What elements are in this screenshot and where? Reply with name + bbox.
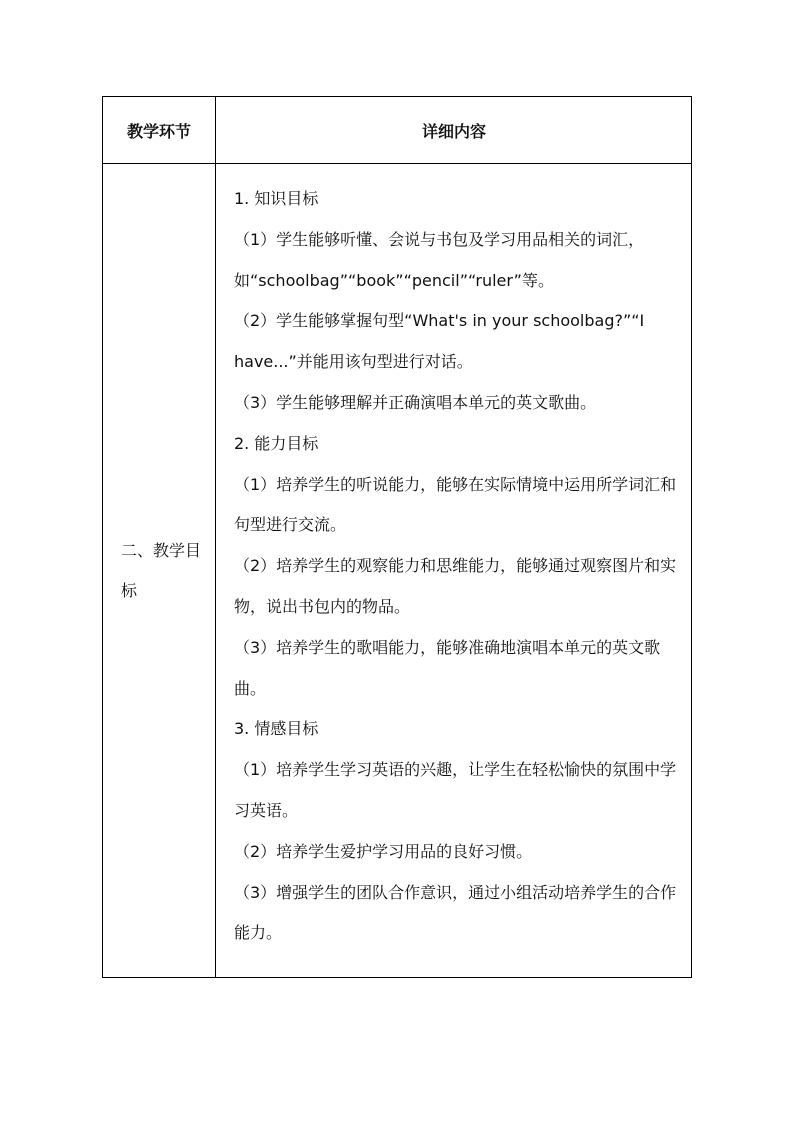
objective-item: （1）培养学生学习英语的兴趣，让学生在轻松愉快的氛围中学习英语。 — [234, 760, 677, 820]
header-teaching-stage: 教学环节 — [126, 121, 191, 141]
section-teaching-objectives: 二、教学目标 — [121, 541, 202, 600]
objective-item: （2）培养学生爱护学习用品的良好习惯。 — [234, 841, 533, 861]
objective-item: （1）学生能够听懂、会说与书包及学习用品相关的词汇，如“schoolbag”“book”“pencil”“ruler”等。 — [234, 229, 645, 290]
ability-objectives-heading: 2. 能力目标 — [234, 433, 319, 453]
row-divider — [103, 163, 691, 164]
objective-item: （2）学生能够掌握句型“What's in your schoolbag?”“I have...”并能用该句型进行对话。 — [234, 311, 645, 372]
header-details: 详细内容 — [421, 121, 486, 141]
objective-item: （2）培养学生的观察能力和思维能力，能够通过观察图片和实物，说出书包内的物品。 — [234, 556, 677, 616]
objective-item: （1）培养学生的听说能力，能够在实际情境中运用所学词汇和句型进行交流。 — [234, 474, 677, 535]
emotional-objectives-heading: 3. 情感目标 — [234, 719, 319, 739]
lesson-plan-table — [102, 96, 692, 978]
knowledge-objectives-heading: 1. 知识目标 — [234, 189, 319, 208]
objectives-content — [234, 179, 678, 954]
column-divider — [215, 97, 216, 977]
objective-item: （3）培养学生的歌唱能力，能够准确地演唱本单元的英文歌曲。 — [234, 637, 661, 698]
objective-item: （3）学生能够理解并正确演唱本单元的英文歌曲。 — [234, 392, 597, 412]
objective-item: （3）增强学生的团队合作意识，通过小组活动培养学生的合作能力。 — [234, 882, 677, 943]
